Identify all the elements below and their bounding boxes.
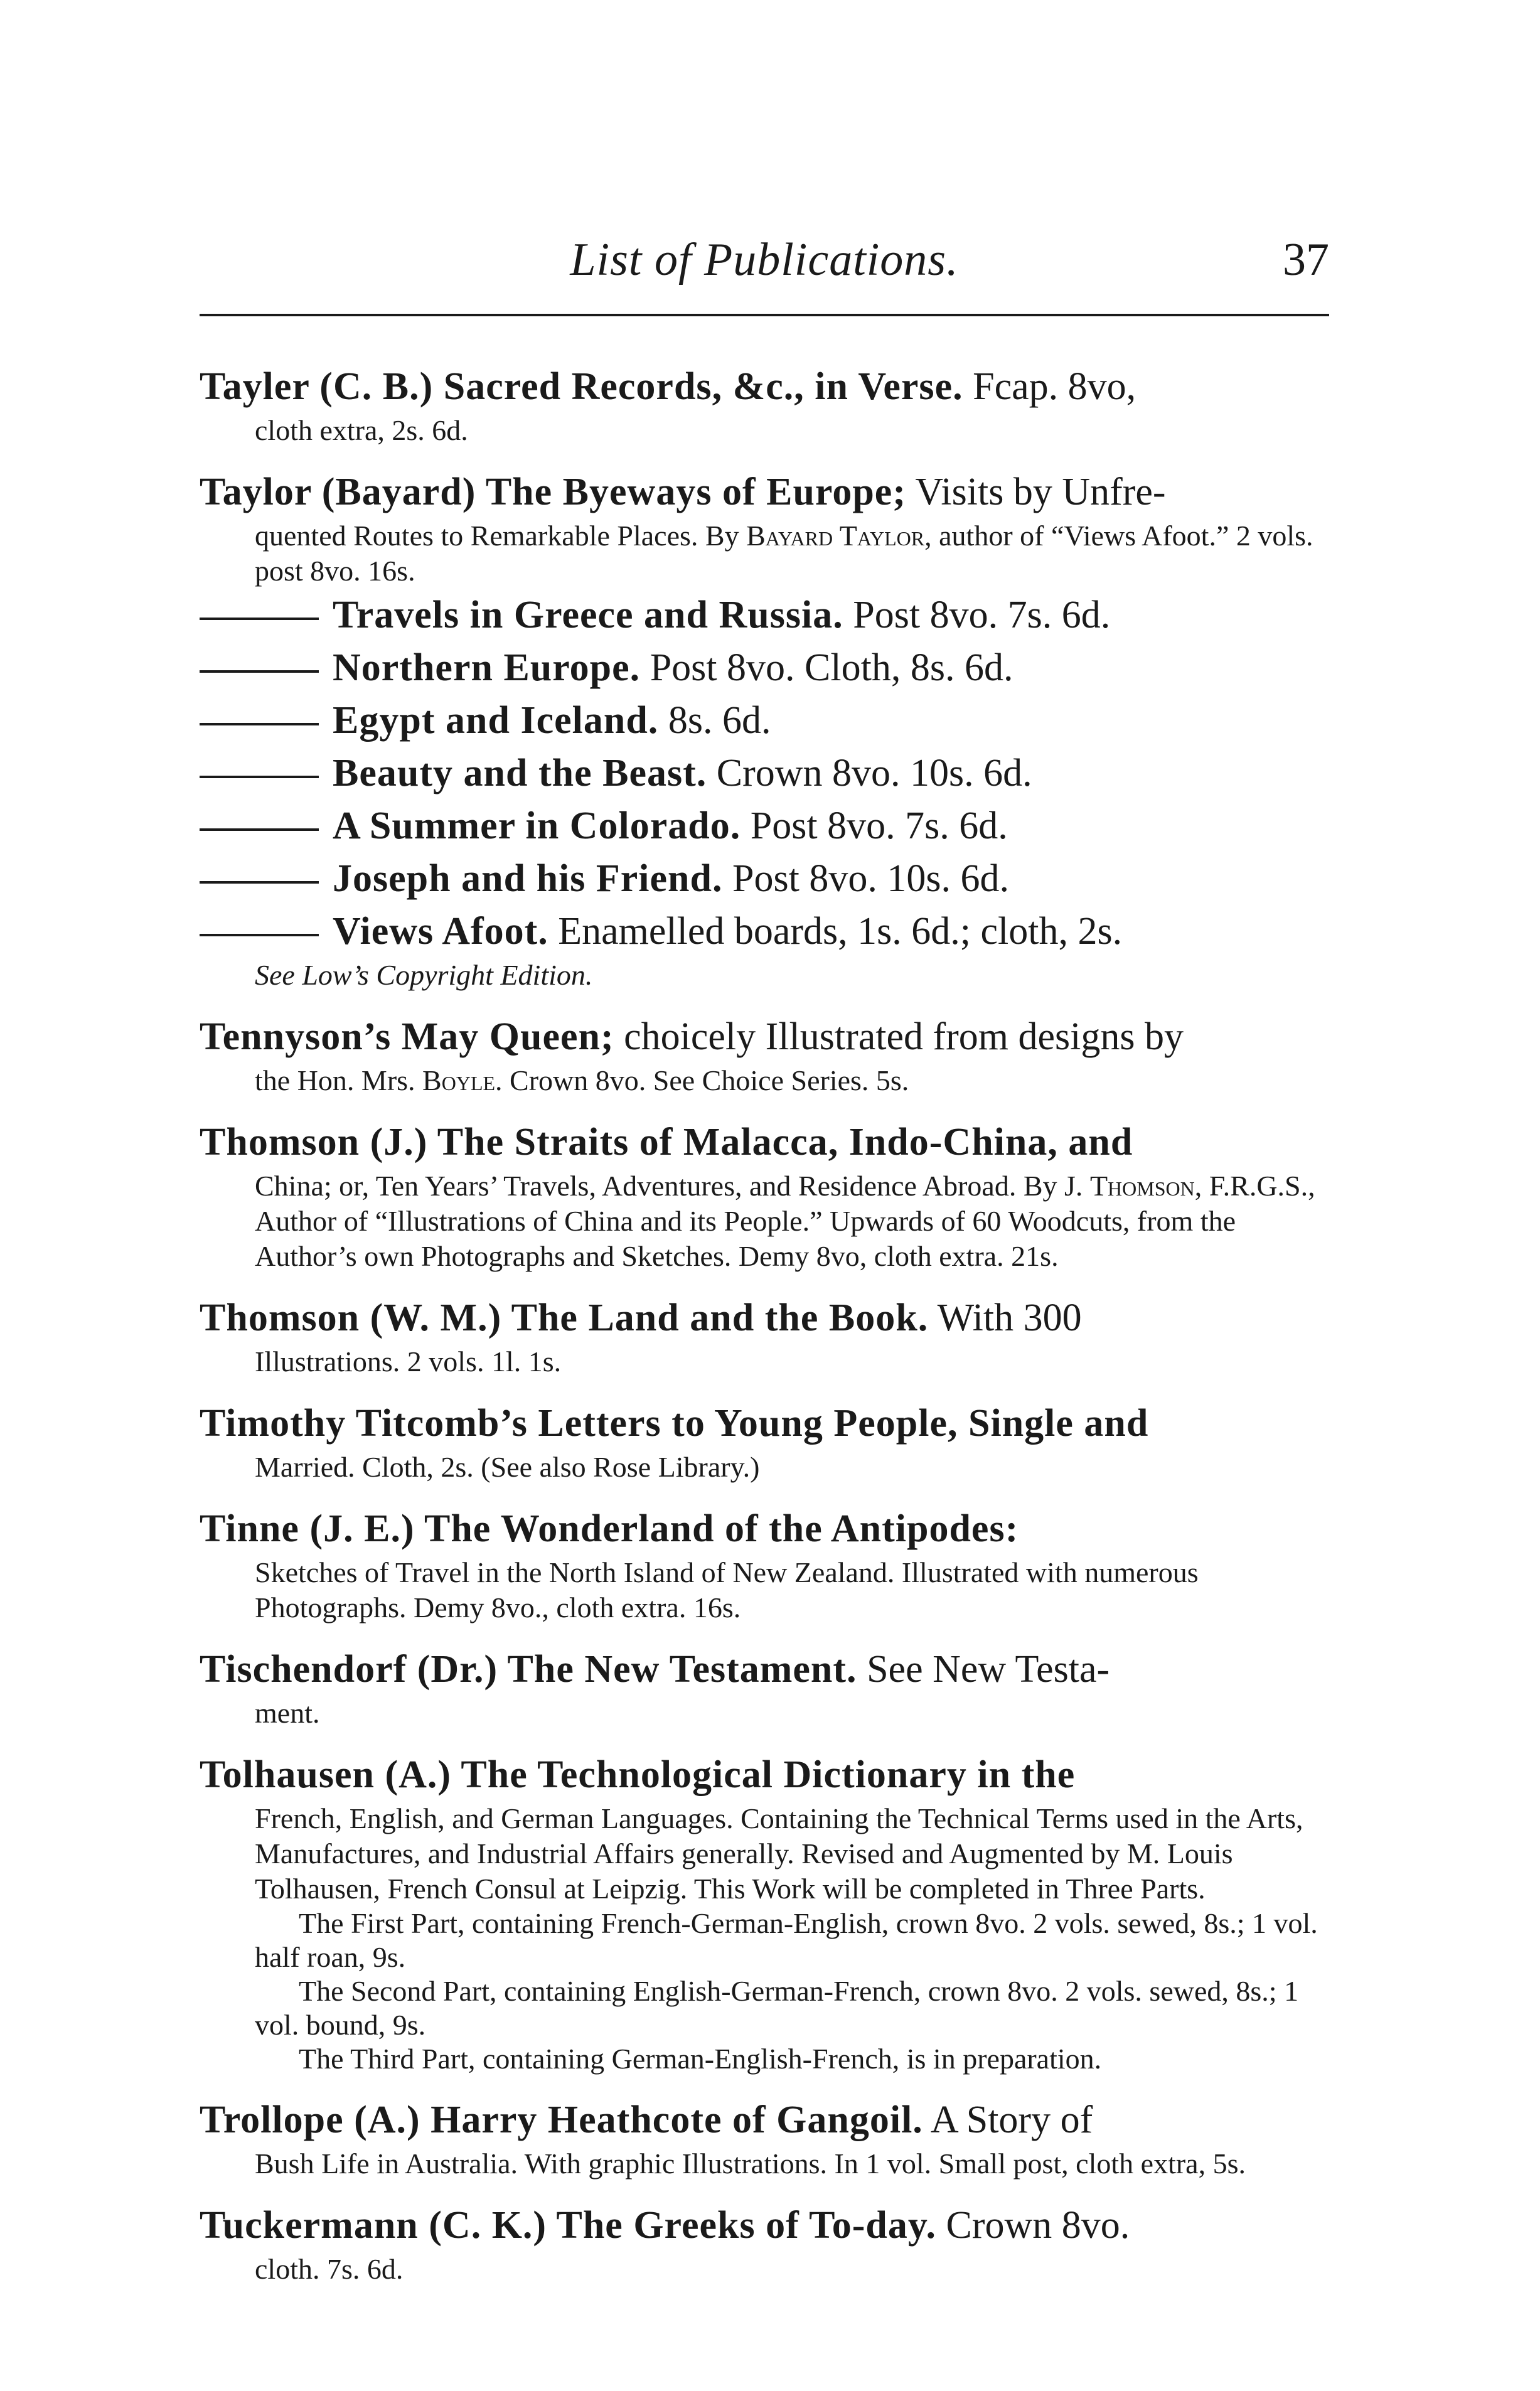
description-text: , author of “Views Afoot.” 2 vols. post 8vo. 16s. [255,520,1313,587]
entry-heading [200,1748,1329,1801]
entry-format: With 300 [928,1297,1082,1339]
entry-heading [200,1397,1329,1450]
page-header [200,207,1329,316]
ditto-rule [200,776,319,778]
entry-format: Crown 8vo. [936,2204,1130,2247]
sub-entry-details: Post 8vo. Cloth, 8s. 6d. [640,646,1013,689]
entry-description: French, English, and German Languages. Containing the Technical Terms used in the Arts, Manufactures, and Industrial Affairs generally. Revised and Augmented by M. Louis Tolhausen, French Consul at Leipzig. This Work will be completed in Three Parts. [255,1802,1303,1905]
entry-description [200,518,1329,589]
entry-heading [200,2094,1329,2146]
entry-description [200,1169,1329,1274]
sub-entry-details: 8s. 6d. [658,699,771,742]
dictionary-part: The First Part, containing French-German-English, crown 8vo. 2 vols. sewed, 8s.; 1 vol. half roan, 9s. [255,1907,1318,1973]
list-item [200,360,1329,448]
list-item [200,1748,1329,2076]
entry-description: cloth extra, 2s. 6d. [255,414,468,446]
sub-entry [200,905,1329,958]
description-text: , F.R.G.S., Author of “Illustrations of China and its People.” Upwards of 60 Woodcuts, from the Author’s own Photographs and Sketches. Demy 8vo, cloth extra. 21s. [255,1170,1315,1272]
description-text: quented Routes to Remarkable Places. By [255,520,747,552]
dictionary-part: The Second Part, containing English-German-French, crown 8vo. 2 vols. sewed, 8s.; 1 vol. bound, 9s. [255,1975,1299,2041]
sub-entry [200,694,1329,747]
entry-title: Thomson (J.) The Straits of Malacca, Indo-China, and [200,1121,1133,1163]
entry-title: Thomson (W. M.) The Land and the Book. [200,1297,929,1339]
list-item [200,1397,1329,1485]
entry-description: Sketches of Travel in the North Island of New Zealand. Illustrated with numerous Photographs. Demy 8vo., cloth extra. 16s. [255,1556,1199,1623]
entry-description: Illustrations. 2 vols. 1l. 1s. [255,1345,562,1377]
publication-list [200,360,1329,2287]
author-name: Bayard Taylor [746,520,925,552]
entry-title: Tischendorf (Dr.) The New Testament. [200,1648,857,1691]
entry-heading [200,466,1329,518]
list-item [200,1502,1329,1625]
entry-description: Married. Cloth, 2s. (See also Rose Library.) [255,1451,760,1483]
description-text: . Crown 8vo. See Choice Series. 5s. [495,1064,909,1096]
book-page [200,207,1329,2304]
sub-entry-title: Joseph and his Friend. [333,857,723,900]
entry-heading [200,2199,1329,2252]
sub-entry [200,852,1329,905]
entry-title: Tayler (C. B.) Sacred Records, &c., in Verse. [200,365,963,408]
sub-entry-title: A Summer in Colorado. [333,805,741,847]
entry-title: Trollope (A.) Harry Heathcote of Gangoil. [200,2099,923,2141]
sub-entry-details: Post 8vo. 10s. 6d. [722,857,1009,900]
ditto-rule [200,723,319,725]
entry-heading [200,1643,1329,1696]
entry-format: See New Testa- [857,1648,1110,1691]
note-text: See Low’s Copyright Edition. [255,959,593,991]
sub-entry-title: Egypt and Iceland. [333,699,659,742]
entry-note [200,958,1329,993]
entry-heading [200,360,1329,413]
entry-format: A Story of [922,2099,1093,2141]
entry-title: Tolhausen (A.) The Technological Dictionary in the [200,1753,1076,1796]
entry-title: Tinne (J. E.) The Wonderland of the Antipodes: [200,1507,1019,1550]
entry-title: Taylor (Bayard) The Byeways of Europe; [200,471,906,513]
sub-entry-title: Travels in Greece and Russia. [333,594,843,636]
list-item [200,1292,1329,1379]
list-item [200,2199,1329,2287]
entry-heading [200,1292,1329,1344]
sub-entry [200,747,1329,800]
entry-description: ment. [255,1697,320,1729]
entry-format: Visits by Unfre- [906,471,1166,513]
sub-entry [200,800,1329,852]
ditto-rule [200,828,319,831]
page-number: 37 [1283,234,1329,286]
entry-title: Tennyson’s May Queen; [200,1015,614,1058]
author-name: Boyle [422,1064,496,1096]
entry-heading [200,1502,1329,1555]
entry-heading [200,1010,1329,1063]
sub-entry-title: Northern Europe. [333,646,641,689]
sub-entry-details: Enamelled boards, 1s. 6d.; cloth, 2s. [548,910,1123,953]
author-name: Thomson [1089,1170,1195,1202]
sub-entry-details: Post 8vo. 7s. 6d. [741,805,1008,847]
entry-format: choicely Illustrated from designs by [614,1015,1184,1058]
running-title: List of Publications. [570,234,959,286]
list-item [200,466,1329,993]
ditto-rule [200,618,319,620]
sub-entry-title: Beauty and the Beast. [333,752,707,794]
entry-heading [200,1116,1329,1169]
list-item [200,2094,1329,2181]
dictionary-part: The Third Part, containing German-English-French, is in preparation. [299,2043,1102,2075]
list-item [200,1643,1329,1731]
entry-format: Fcap. 8vo, [963,365,1136,408]
list-item [200,1010,1329,1098]
ditto-rule [200,934,319,936]
entry-title: Timothy Titcomb’s Letters to Young People, Single and [200,1402,1149,1445]
ditto-rule [200,670,319,673]
ditto-rule [200,881,319,884]
sub-entry-details: Post 8vo. 7s. 6d. [843,594,1111,636]
entry-title: Tuckermann (C. K.) The Greeks of To-day. [200,2204,936,2247]
entry-description: cloth. 7s. 6d. [255,2253,404,2285]
sub-entry-details: Crown 8vo. 10s. 6d. [707,752,1032,794]
entry-description [200,1063,1329,1098]
description-text: China; or, Ten Years’ Travels, Adventures, and Residence Abroad. By J. [255,1170,1090,1202]
sub-entry [200,641,1329,694]
list-item [200,1116,1329,1274]
sub-entry-title: Views Afoot. [333,910,548,953]
description-text: the Hon. Mrs. [255,1064,423,1096]
entry-description: Bush Life in Australia. With graphic Illustrations. In 1 vol. Small post, cloth extra, 5s. [255,2148,1246,2180]
sub-entry [200,589,1329,641]
